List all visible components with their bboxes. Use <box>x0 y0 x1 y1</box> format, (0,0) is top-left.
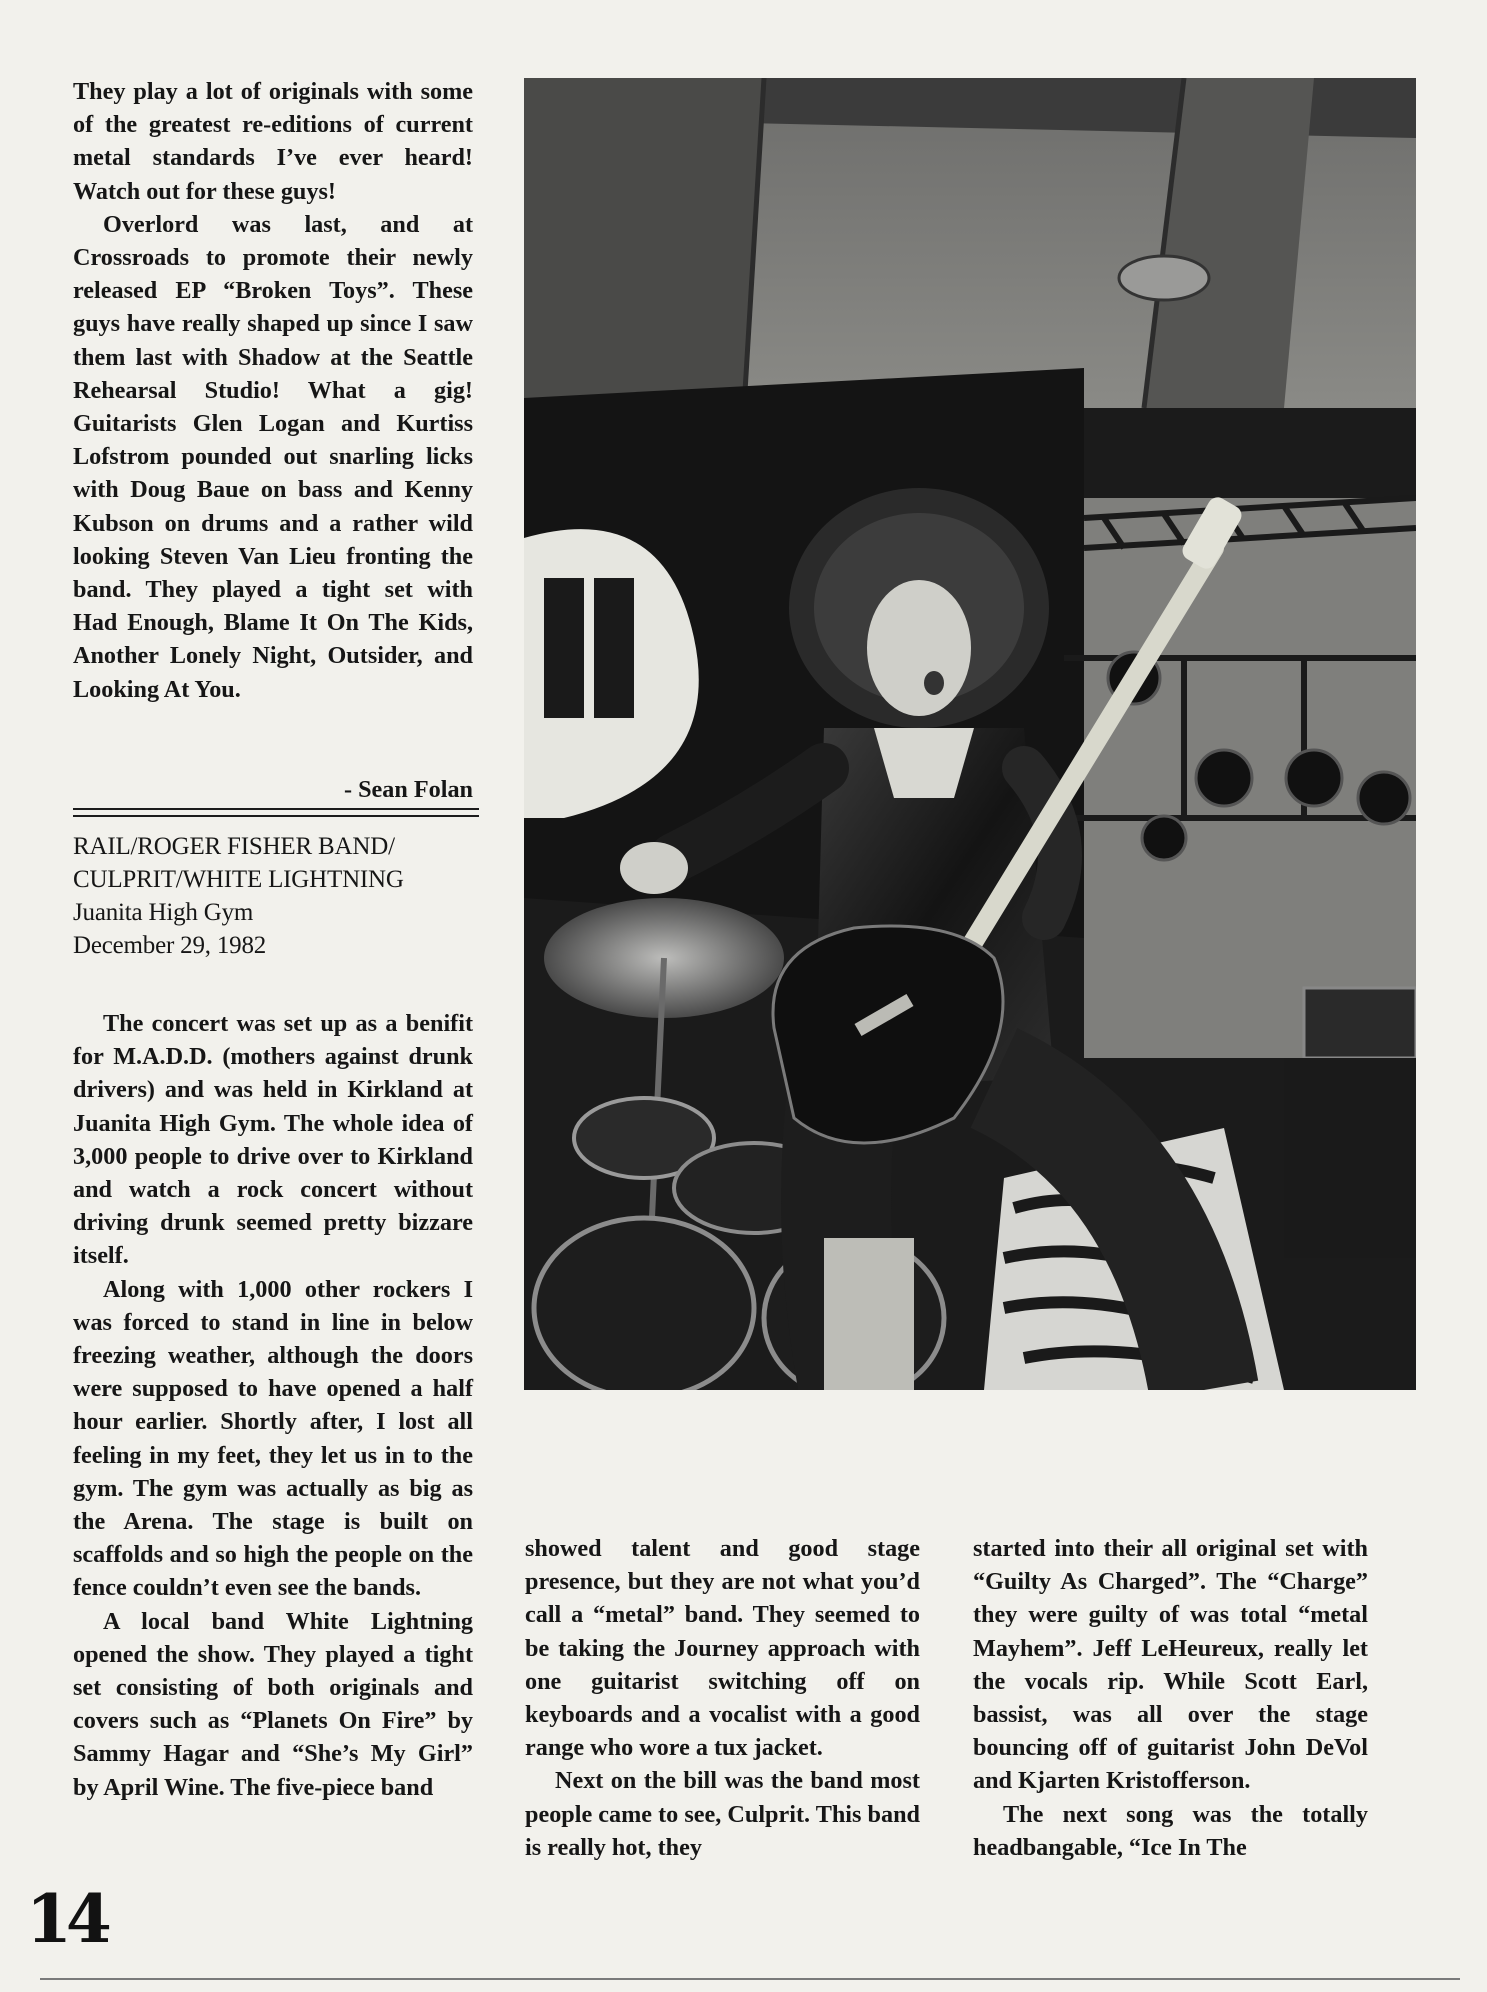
divider-rule <box>73 815 479 817</box>
article-column-left-bottom <box>73 1007 473 1804</box>
page-bottom-rule <box>40 1978 1460 1980</box>
paragraph: They play a lot of originals with some of the greatest re-editions of current metal standards I’ve ever heard! Watch out for these guys! <box>73 78 473 205</box>
paragraph: showed talent and good stage presence, but they are not what you’d call a “metal” band. They seemed to be taking the Journey approach with one guitarist switching off on keyboards and a vocalist with a good range who wore a tux jacket. <box>525 1535 920 1762</box>
article-column-left-top <box>73 75 473 706</box>
review-title-line: CULPRIT/WHITE LIGHTNING <box>73 866 404 893</box>
paragraph: The concert was set up as a benifit for M.A.D.D. (mothers against drunk drivers) and was held in Kirkland at Juanita High Gym. The whole idea of 3,000 people to drive over to Kirkland and watch a rock concert without driving drunk seemed pretty bizzare itself. <box>73 1010 473 1270</box>
paragraph: Overlord was last, and at Crossroads to promote their newly released EP “Broken Toys”. These guys have really shaped up since I saw them last with Shadow at the Seattle Rehearsal Studio! What a gig! Guitarists Glen Logan and Kurtiss Lofstrom pounded out snarling licks with Doug Baue on bass and Kenny Kubson on drums and a rather wild looking Steven Van Lieu fronting the band. They played a tight set with Had Enough, Blame It On The Kids, Another Lonely Night, Outsider, and Looking At You. <box>73 210 473 703</box>
article-column-right <box>973 1532 1368 1864</box>
review-header <box>73 830 493 962</box>
paragraph: Next on the bill was the band most people came to see, Culprit. This band is really hot, they <box>525 1767 920 1861</box>
page-number: 14 <box>26 1880 106 1958</box>
paragraph: A local band White Lightning opened the show. They played a tight set consisting of both originals and covers such as “Planets On Fire” by Sammy Hagar and “She’s My Girl” by April Wine. The five-piece band <box>73 1607 473 1801</box>
article-column-middle <box>525 1532 920 1864</box>
author-byline: - Sean Folan <box>343 776 473 803</box>
paragraph: The next song was the totally headbangable, “Ice In The <box>973 1800 1368 1861</box>
divider-rule <box>73 808 479 810</box>
paragraph: started into their all original set with “Guilty As Charged”. The “Charge” they were guilty of was total “metal Mayhem”. Jeff LeHeureux, really let the vocals rip. While Scott Earl, bassist, was all over the stage bouncing off of guitarist John DeVol and Kjarten Kristofferson. <box>973 1535 1368 1795</box>
review-venue: Juanita High Gym <box>73 899 254 926</box>
review-title-line: RAIL/ROGER FISHER BAND/ <box>73 833 395 860</box>
review-date: December 29, 1982 <box>73 932 267 959</box>
paragraph: Along with 1,000 other rockers I was forced to stand in line in below freezing weather, although the doors were supposed to have opened a half hour earlier. Shortly after, I lost all feeling in my feet, they let us in to the gym. The gym was actually as big as the Arena. The stage is built on scaffolds and so high the people on the fence couldn’t even see the bands. <box>73 1275 473 1602</box>
concert-photo <box>524 78 1416 1390</box>
